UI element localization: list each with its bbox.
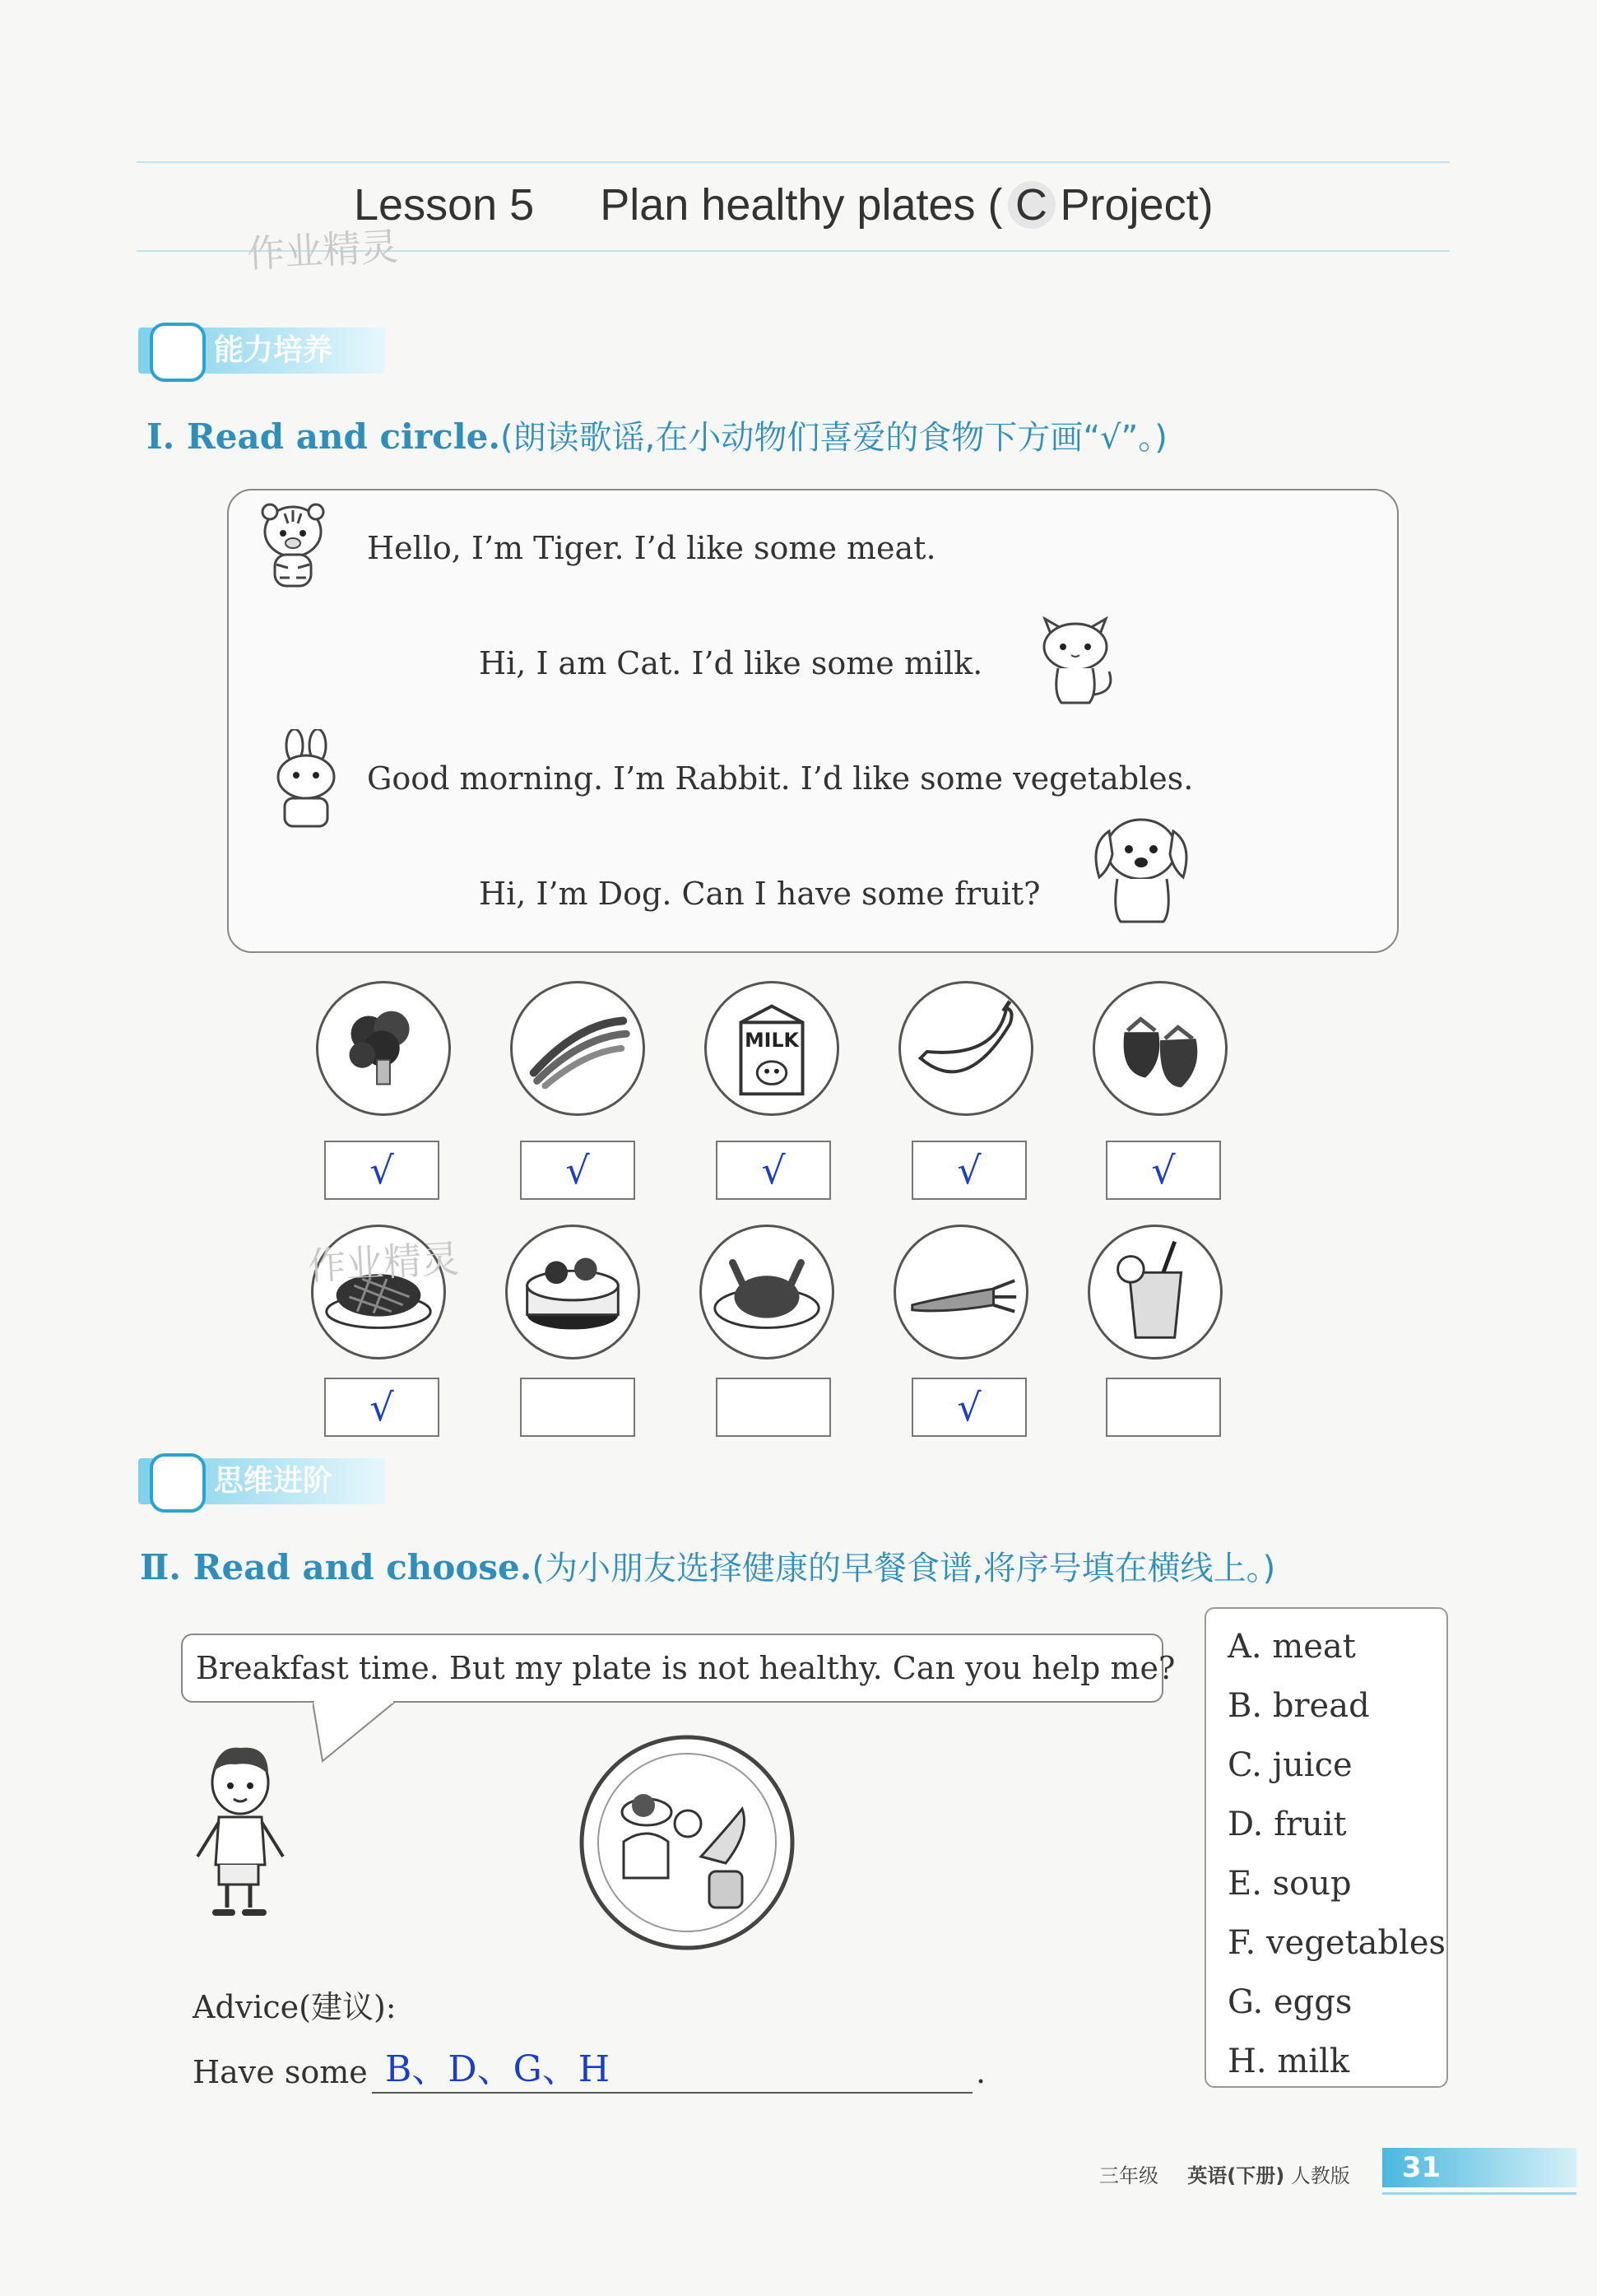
option-d: D. fruit bbox=[1228, 1806, 1347, 1843]
answer-box-green-beans[interactable]: √ bbox=[520, 1141, 635, 1200]
strawberries-icon bbox=[1093, 981, 1228, 1116]
section1-heading bbox=[146, 411, 1168, 458]
answer-box-carrot[interactable]: √ bbox=[912, 1378, 1027, 1437]
footer-grade: 三年级 bbox=[1099, 2164, 1158, 2187]
section2-number: Ⅱ. bbox=[140, 1547, 182, 1587]
section2-heading-cn: (为小朋友选择健康的早餐食谱,将序号填在横线上。) bbox=[532, 1550, 1276, 1587]
answer-line[interactable] bbox=[372, 2041, 973, 2094]
footer-edition: 人教版 bbox=[1290, 2164, 1350, 2187]
green-beans-icon bbox=[510, 981, 645, 1116]
milk-carton-icon bbox=[704, 981, 839, 1116]
answer-box-juice[interactable] bbox=[1106, 1378, 1221, 1437]
option-g: G. eggs bbox=[1228, 1983, 1353, 2021]
answer-box-strawberries[interactable]: √ bbox=[1106, 1141, 1221, 1200]
advice-label: Advice(建议): bbox=[193, 1989, 397, 2025]
section-tag-label: 思维进阶 bbox=[214, 1464, 333, 1498]
option-c: C. juice bbox=[1228, 1746, 1353, 1784]
top-rule bbox=[137, 161, 1450, 163]
paren-open: ( bbox=[987, 180, 1003, 230]
section1-heading-cn: (朗读歌谣,在小动物们喜爱的食物下方画“√”。) bbox=[500, 419, 1168, 457]
answer-period: . bbox=[976, 2054, 987, 2090]
section2-heading bbox=[140, 1542, 1275, 1589]
boy-icon bbox=[186, 1740, 293, 1922]
paren-close: ) bbox=[1198, 180, 1214, 230]
dog-icon bbox=[1088, 811, 1195, 927]
option-a: A. meat bbox=[1228, 1628, 1356, 1666]
answer-box-broccoli[interactable]: √ bbox=[324, 1141, 439, 1200]
have-some-label: Have some bbox=[193, 2054, 368, 2090]
footer-rule bbox=[1382, 2192, 1576, 2195]
broccoli-icon bbox=[316, 981, 451, 1116]
lesson-number: Lesson 5 bbox=[354, 180, 535, 230]
option-f: F. vegetables bbox=[1228, 1924, 1446, 1962]
mascot-icon bbox=[150, 323, 206, 382]
roast-chicken-icon bbox=[699, 1225, 834, 1359]
milk-label: MILK bbox=[745, 1029, 799, 1053]
options-list bbox=[1205, 1607, 1448, 2088]
answer-box-steak[interactable]: √ bbox=[324, 1378, 439, 1437]
lesson-name: Plan healthy plates bbox=[600, 180, 976, 230]
chant-line-rabbit: Good morning. I’m Rabbit. I’d like some vegetables. bbox=[367, 760, 1194, 797]
answer-box-cake[interactable] bbox=[520, 1378, 635, 1437]
mascot-icon bbox=[150, 1453, 206, 1513]
bubble-tail bbox=[313, 1700, 411, 1763]
section-tag-label: 能力培养 bbox=[214, 333, 333, 367]
section1-number: Ⅰ. bbox=[146, 416, 175, 457]
option-b: B. bread bbox=[1228, 1687, 1370, 1725]
banana-icon bbox=[898, 981, 1033, 1116]
cake-icon bbox=[505, 1225, 640, 1359]
juice-icon bbox=[1088, 1225, 1223, 1359]
part-letter: C bbox=[1008, 181, 1056, 229]
answer-box-chicken[interactable] bbox=[716, 1378, 831, 1437]
option-h: H. milk bbox=[1228, 2043, 1350, 2080]
answer-box-banana[interactable]: √ bbox=[912, 1141, 1027, 1200]
footer-subject: 英语(下册) bbox=[1187, 2164, 1285, 2187]
answer-box-milk[interactable]: √ bbox=[716, 1141, 831, 1200]
footer-text bbox=[1099, 2159, 1350, 2188]
answer-text: B、D、G、H bbox=[385, 2048, 610, 2090]
tiger-icon bbox=[252, 499, 334, 594]
cat-icon bbox=[1030, 602, 1121, 709]
lesson-title bbox=[354, 179, 1214, 230]
page-number-tab bbox=[1382, 2148, 1576, 2187]
chant-line-dog: Hi, I’m Dog. Can I have some fruit? bbox=[479, 876, 1041, 912]
option-e: E. soup bbox=[1228, 1865, 1352, 1903]
speech-bubble: Breakfast time. But my plate is not healthy. Can you help me? bbox=[181, 1634, 1163, 1703]
breakfast-plate-icon bbox=[578, 1733, 796, 1952]
section-tag-ability bbox=[138, 328, 385, 374]
section2-heading-en: Read and choose. bbox=[193, 1547, 532, 1587]
chant-line-cat: Hi, I am Cat. I’d like some milk. bbox=[479, 645, 983, 681]
carrot-icon bbox=[894, 1225, 1028, 1359]
section-tag-thinking bbox=[138, 1458, 385, 1504]
watermark: 作业精灵 bbox=[245, 225, 400, 276]
rabbit-icon bbox=[267, 729, 346, 831]
watermark-2: 作业精灵 bbox=[306, 1237, 461, 1288]
section1-heading-en: Read and circle. bbox=[186, 416, 501, 457]
chant-line-tiger: Hello, I’m Tiger. I’d like some meat. bbox=[367, 530, 936, 566]
page-number: 31 bbox=[1402, 2151, 1441, 2184]
lesson-part: Project bbox=[1060, 180, 1199, 230]
